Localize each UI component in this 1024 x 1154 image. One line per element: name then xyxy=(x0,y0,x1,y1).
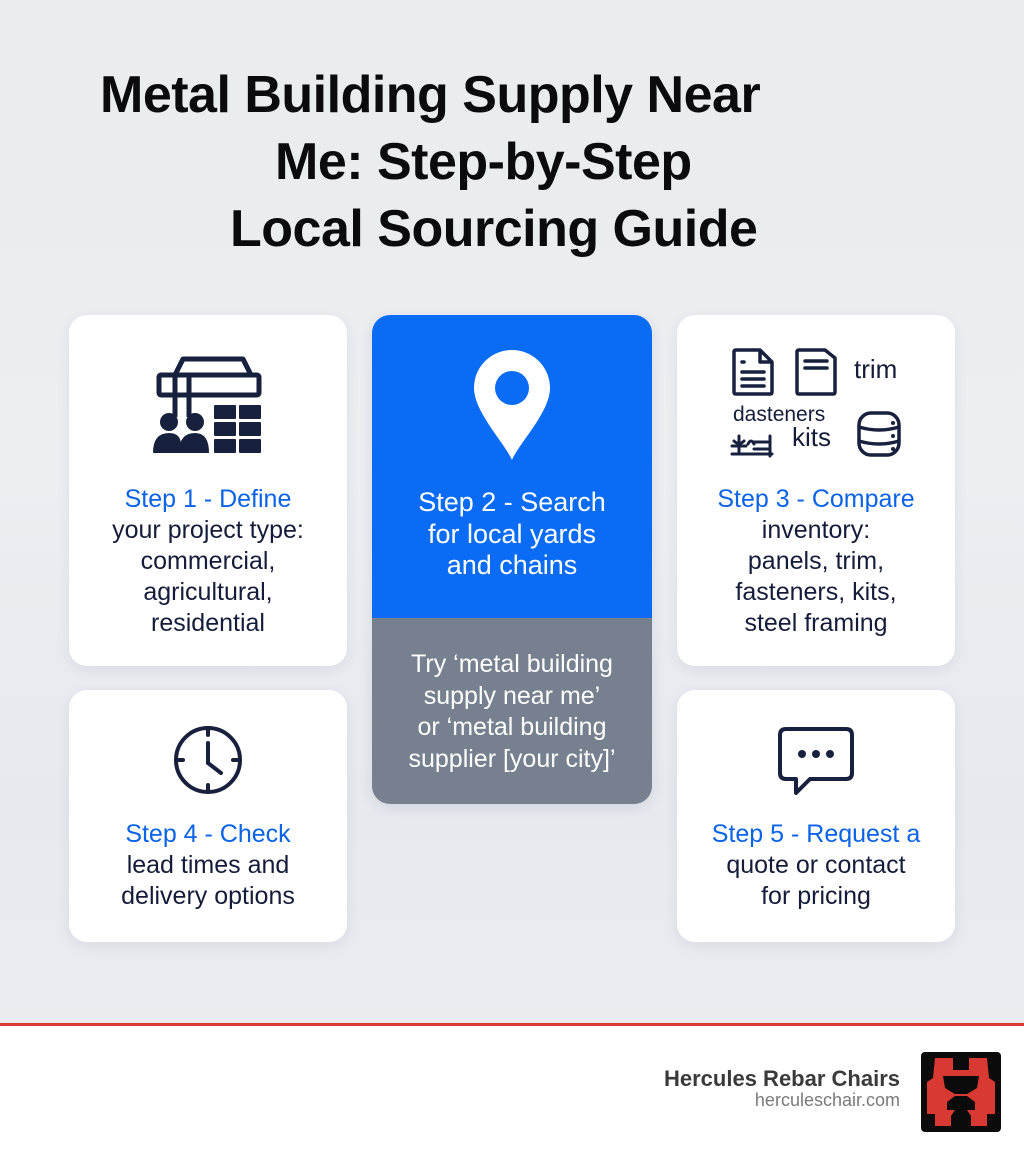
search-hint-line: supply near me’ xyxy=(423,681,601,710)
fasteners-icon xyxy=(730,432,774,458)
step-4-text xyxy=(69,819,347,912)
step-5-text xyxy=(677,819,955,912)
brand-url[interactable]: herculeschair.com xyxy=(754,1090,900,1110)
search-hint-line: supplier [your city]’ xyxy=(408,744,616,773)
search-hint-text xyxy=(372,649,652,775)
step-4-desc-line: lead times and xyxy=(126,851,290,879)
kits-label: kits xyxy=(792,422,831,452)
trim-label: trim xyxy=(854,354,898,384)
step-2-card xyxy=(372,315,652,804)
step-3-label: Step 3 - Compare xyxy=(717,485,915,513)
title-line-1: Metal Building Supply Near xyxy=(100,66,761,124)
step-1-desc-line: commercial, xyxy=(140,547,276,575)
step-2-label xyxy=(372,487,652,582)
document-icon xyxy=(732,348,774,396)
step-1-desc-line: residential xyxy=(151,609,265,637)
building-people-grid-icon xyxy=(151,349,269,455)
search-hint-line: or ‘metal building xyxy=(417,713,607,741)
step-2-search-hint xyxy=(372,618,652,804)
step-5-desc-line: for pricing xyxy=(761,882,871,910)
search-hint-line: Try ‘metal building xyxy=(411,650,613,678)
step-2-label-line: Step 2 - Search xyxy=(418,487,606,517)
step-1-desc-line: your project type: xyxy=(112,516,304,544)
step-3-card xyxy=(677,315,955,666)
step-5-card xyxy=(677,690,955,942)
hercules-logo-icon xyxy=(921,1052,1001,1132)
step-3-desc-line: fasteners, kits, xyxy=(735,578,897,606)
step-2-label-line: and chains xyxy=(446,550,578,580)
clock-icon xyxy=(173,725,243,795)
title-line-3: Local Sourcing Guide xyxy=(230,200,758,258)
step-4-label: Step 4 - Check xyxy=(125,820,291,848)
title-line-2: Me: Step-by-Step xyxy=(275,133,692,191)
step-1-text xyxy=(69,484,347,639)
step-3-desc-line: panels, trim, xyxy=(747,547,885,575)
step-5-label: Step 5 - Request a xyxy=(711,820,921,848)
step-3-desc-line: steel framing xyxy=(744,609,888,637)
database-icon xyxy=(857,411,901,457)
step-3-desc-line: inventory: xyxy=(761,516,871,544)
step-5-desc-line: quote or contact xyxy=(726,851,906,879)
map-pin-icon xyxy=(474,350,550,460)
step-1-label: Step 1 - Define xyxy=(124,485,292,513)
step-1-card xyxy=(69,315,347,666)
step-4-desc-line: delivery options xyxy=(121,882,295,910)
step-2-header xyxy=(372,315,652,618)
step-4-card xyxy=(69,690,347,942)
fasteners-label: dasteners xyxy=(733,403,826,426)
step-2-label-line: for local yards xyxy=(427,518,597,549)
folder-icon xyxy=(795,348,837,396)
brand-name: Hercules Rebar Chairs xyxy=(664,1066,900,1091)
step-3-text xyxy=(677,484,955,639)
step-1-desc-line: agricultural, xyxy=(143,578,273,606)
chat-bubble-icon xyxy=(778,727,854,795)
footer xyxy=(0,1026,1024,1154)
